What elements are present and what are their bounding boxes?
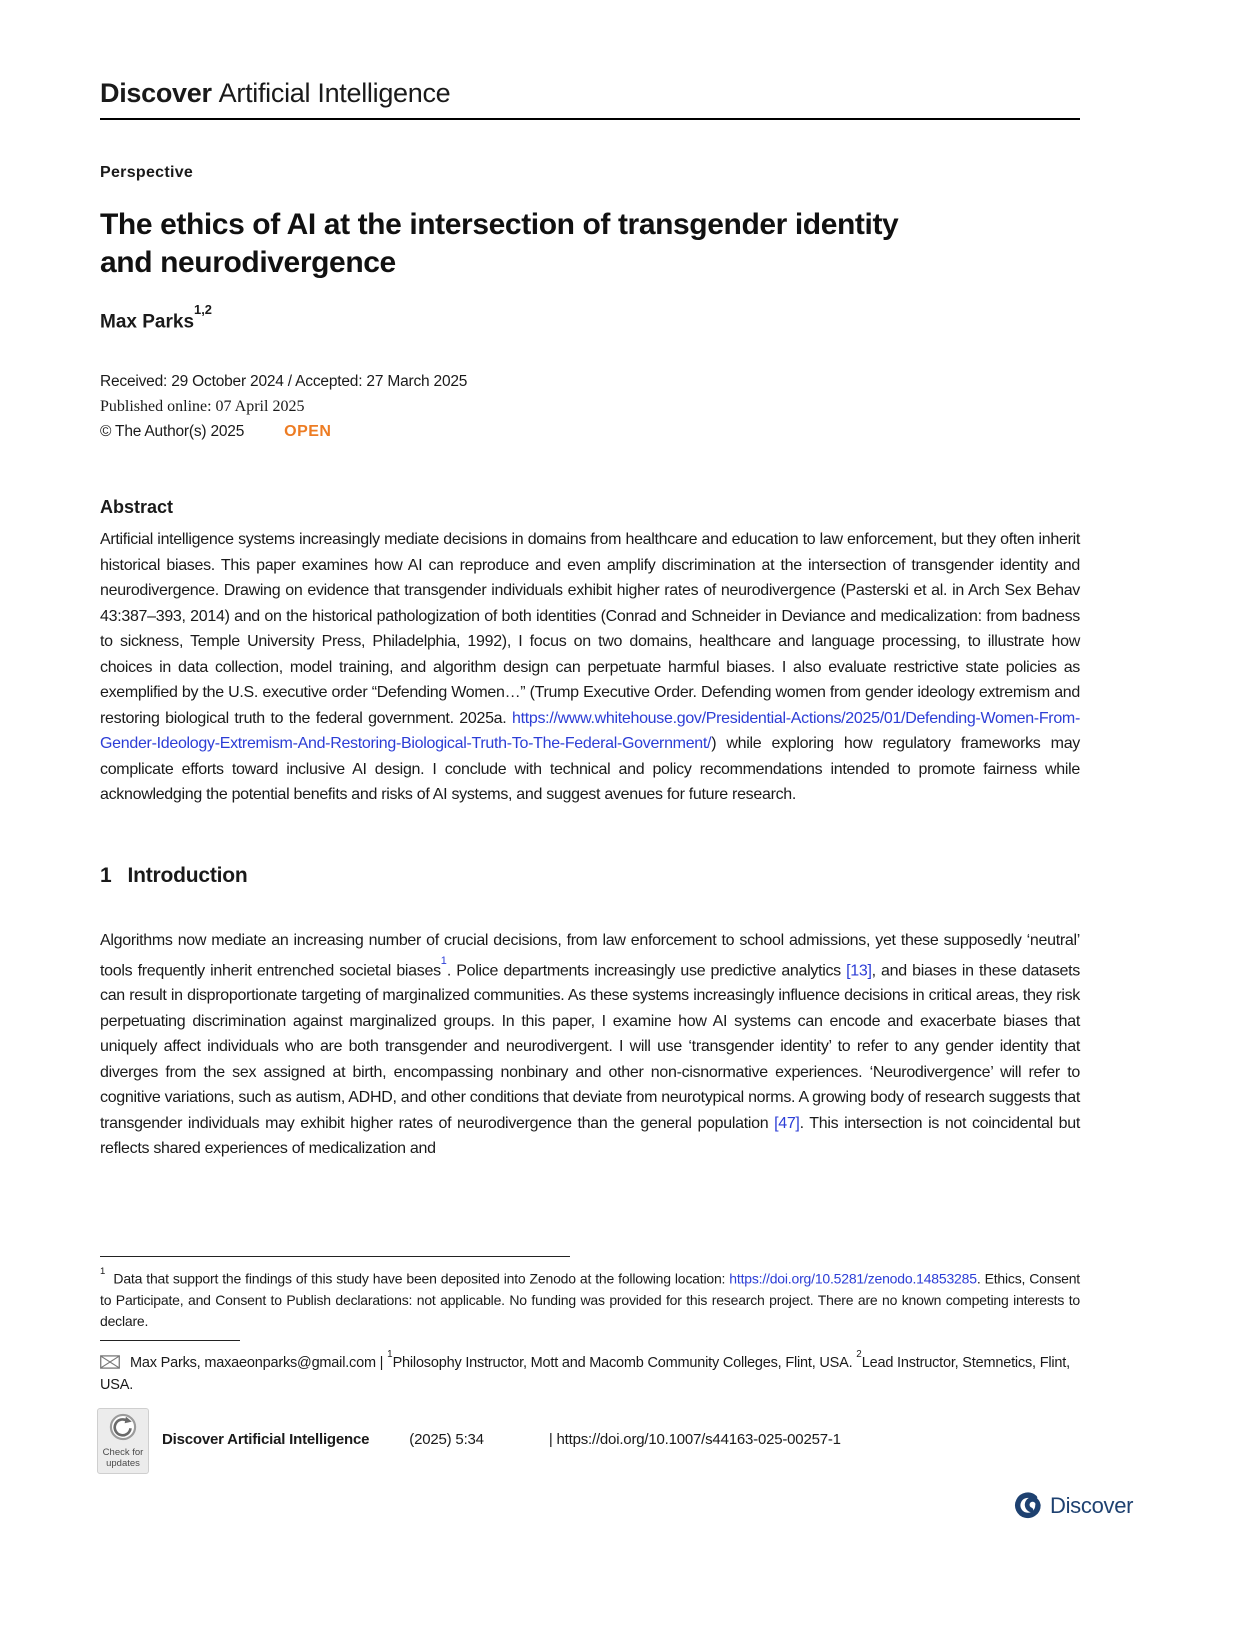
abstract-body (100, 527, 1080, 808)
text-run: Algorithms now mediate an increasing number of crucial decisions, from law enforcement to school admissions, yet these supposedly ‘neutral’ tools frequently inherit entrenched societal biases (100, 932, 1080, 979)
copyright-text: © The Author(s) 2025 (100, 423, 245, 441)
text-run: Artificial intelligence systems increasingly mediate decisions in domains from healthcare and education to law enforcement, but they often inherit historical biases. This paper examines how AI can reproduce and even amplify discrimination at the intersection of transgender identity and neurodivergence. Drawing on evidence that transgender individuals exhibit higher rates of neurodivergence (Pasterski et al. in Arch Sex Behav 43:387–393, 2014) and on the historical pathologization of both identities (Conrad and Schneider in Deviance and medicalization: from badness to sickness, Temple University Press, Philadelphia, 1992), I focus on two domains, healthcare and language processing, to illustrate how choices in data collection, model training, and algorithm design can perpetuate harmful biases. I also evaluate restrictive state policies as exemplified by the U.S. executive order “Defending Women…” (Trump Executive Order. Defending women from gender ideology extremism and restoring biological truth to the federal government. 2025a. (100, 531, 1080, 727)
footer-journal-name: Discover Artificial Intelligence (162, 1431, 370, 1448)
text-run: . This intersection is not coincidental but reflects shared experiences of medicalization and (100, 1114, 1080, 1158)
inline-link[interactable]: https://doi.org/10.5281/zenodo.14853285 (729, 1270, 977, 1287)
check-for-updates-badge[interactable] (97, 1408, 149, 1474)
introduction-body (100, 928, 1080, 1162)
envelope-icon (100, 1355, 120, 1369)
page-title (100, 206, 1080, 282)
text-run: . Police departments increasingly use predictive analytics (446, 961, 847, 979)
text-run: ) while exploring how regulatory frameworks may complicate efforts toward inclusive AI design. I conclude with technical and policy recommendations intended to promote fairness while acknowledging the potential benefits and risks of AI systems, and suggest avenues for future research. (100, 735, 1080, 803)
journal-header (100, 78, 1080, 120)
footnote-marker: 1 (100, 1265, 106, 1277)
check-for-updates-icon (108, 1412, 138, 1442)
introduction-section (100, 864, 1080, 1162)
footnote-text (100, 1265, 1080, 1332)
text-run: , and biases in these datasets can result in disproportionate targeting of marginalized communities. As these systems increasingly influence decisions in critical areas, they risk perpetuating discrimination against marginalized groups. In this paper, I examine how AI systems can encode and exacerbate biases that uniquely affect individuals who are both transgender and neurodivergent. I will use ‘transgender identity’ to refer to any gender identity that diverges from the sex assigned at birth, encompassing nonbinary and other non-cisnormative experiences. ‘Neurodivergence’ will refer to cognitive variations, such as autism, ADHD, and other conditions that deviate from neurotypical norms. A growing body of research suggests that transgender individuals may exhibit higher rates of neurodivergence than the general population (100, 961, 1080, 1132)
discover-logo-text: Discover (1050, 1492, 1134, 1518)
received-accepted-text: Received: 29 October 2024 / Accepted: 27 March 2025 (100, 373, 468, 391)
discover-brand-logo (1014, 1492, 1133, 1519)
section-number: 1 (100, 864, 112, 887)
text-run: . Ethics, Consent to Participate, and Consent to Publish declarations: not applicable. No funding was provided for this research project. There are no known competing interests to declare. (100, 1270, 1080, 1329)
footer-citation: (2025) 5:34 (409, 1431, 484, 1448)
abstract-section (100, 497, 1080, 808)
running-footer (162, 1431, 841, 1448)
author-line (100, 302, 1080, 333)
superscript-marker: 1 (387, 1349, 393, 1361)
check-for-updates-label: Check for updates (102, 1447, 144, 1470)
correspondence-text (100, 1349, 1080, 1397)
journal-name (100, 78, 1080, 108)
abstract-heading: Abstract (100, 497, 174, 517)
header-divider (100, 118, 1080, 120)
correspondence-body (100, 1349, 1070, 1394)
inline-link[interactable]: [13] (846, 961, 872, 979)
published-online-text: Published online: 07 April 2025 (100, 398, 305, 416)
inline-link[interactable]: https://www.whitehouse.gov/Presidential-Actions/2025/01/Defending-Women-From-Gender-Ideology-Extremism-And-Restoring-Biological-Truth-To-The-Federal-Government/ (100, 709, 1080, 752)
text-run: Lead Instructor, Stemnetics, Flint, USA. (100, 1355, 1070, 1394)
author-affiliation-marks: 1,2 (194, 302, 212, 318)
page-title-line1: The ethics of AI at the intersection of transgender identity (100, 208, 899, 241)
text-run: Data that support the findings of this study have been deposited into Zenodo at the following location: (113, 1270, 730, 1287)
article-type-label: Perspective (100, 164, 194, 181)
footnote-reference (441, 955, 447, 967)
footnote-body (100, 1271, 1080, 1329)
open-access-badge[interactable]: OPEN (284, 423, 332, 441)
introduction-heading (100, 864, 1080, 888)
correspondence-separator (100, 1340, 240, 1341)
footnote-block (100, 1256, 1080, 1396)
text-run: Philosophy Instructor, Mott and Macomb Community Colleges, Flint, USA. (392, 1355, 857, 1372)
superscript-marker: 2 (856, 1349, 862, 1361)
journal-name-bold: Discover (100, 78, 212, 108)
copyright-row (100, 423, 1080, 441)
inline-link[interactable]: [47] (774, 1114, 800, 1132)
footnote-separator (100, 1256, 570, 1257)
journal-name-rest: Artificial Intelligence (218, 78, 451, 108)
footer-doi: | https://doi.org/10.1007/s44163-025-00257-1 (548, 1431, 841, 1448)
discover-logo-icon (1014, 1492, 1041, 1519)
footnote-reference-link[interactable]: 1 (440, 954, 447, 967)
page-title-line2: and neurodivergence (100, 246, 396, 279)
section-title: Introduction (127, 864, 248, 887)
text-run: Max Parks, maxaeonparks@gmail.com | (130, 1355, 388, 1372)
author-name: Max Parks (100, 311, 195, 333)
